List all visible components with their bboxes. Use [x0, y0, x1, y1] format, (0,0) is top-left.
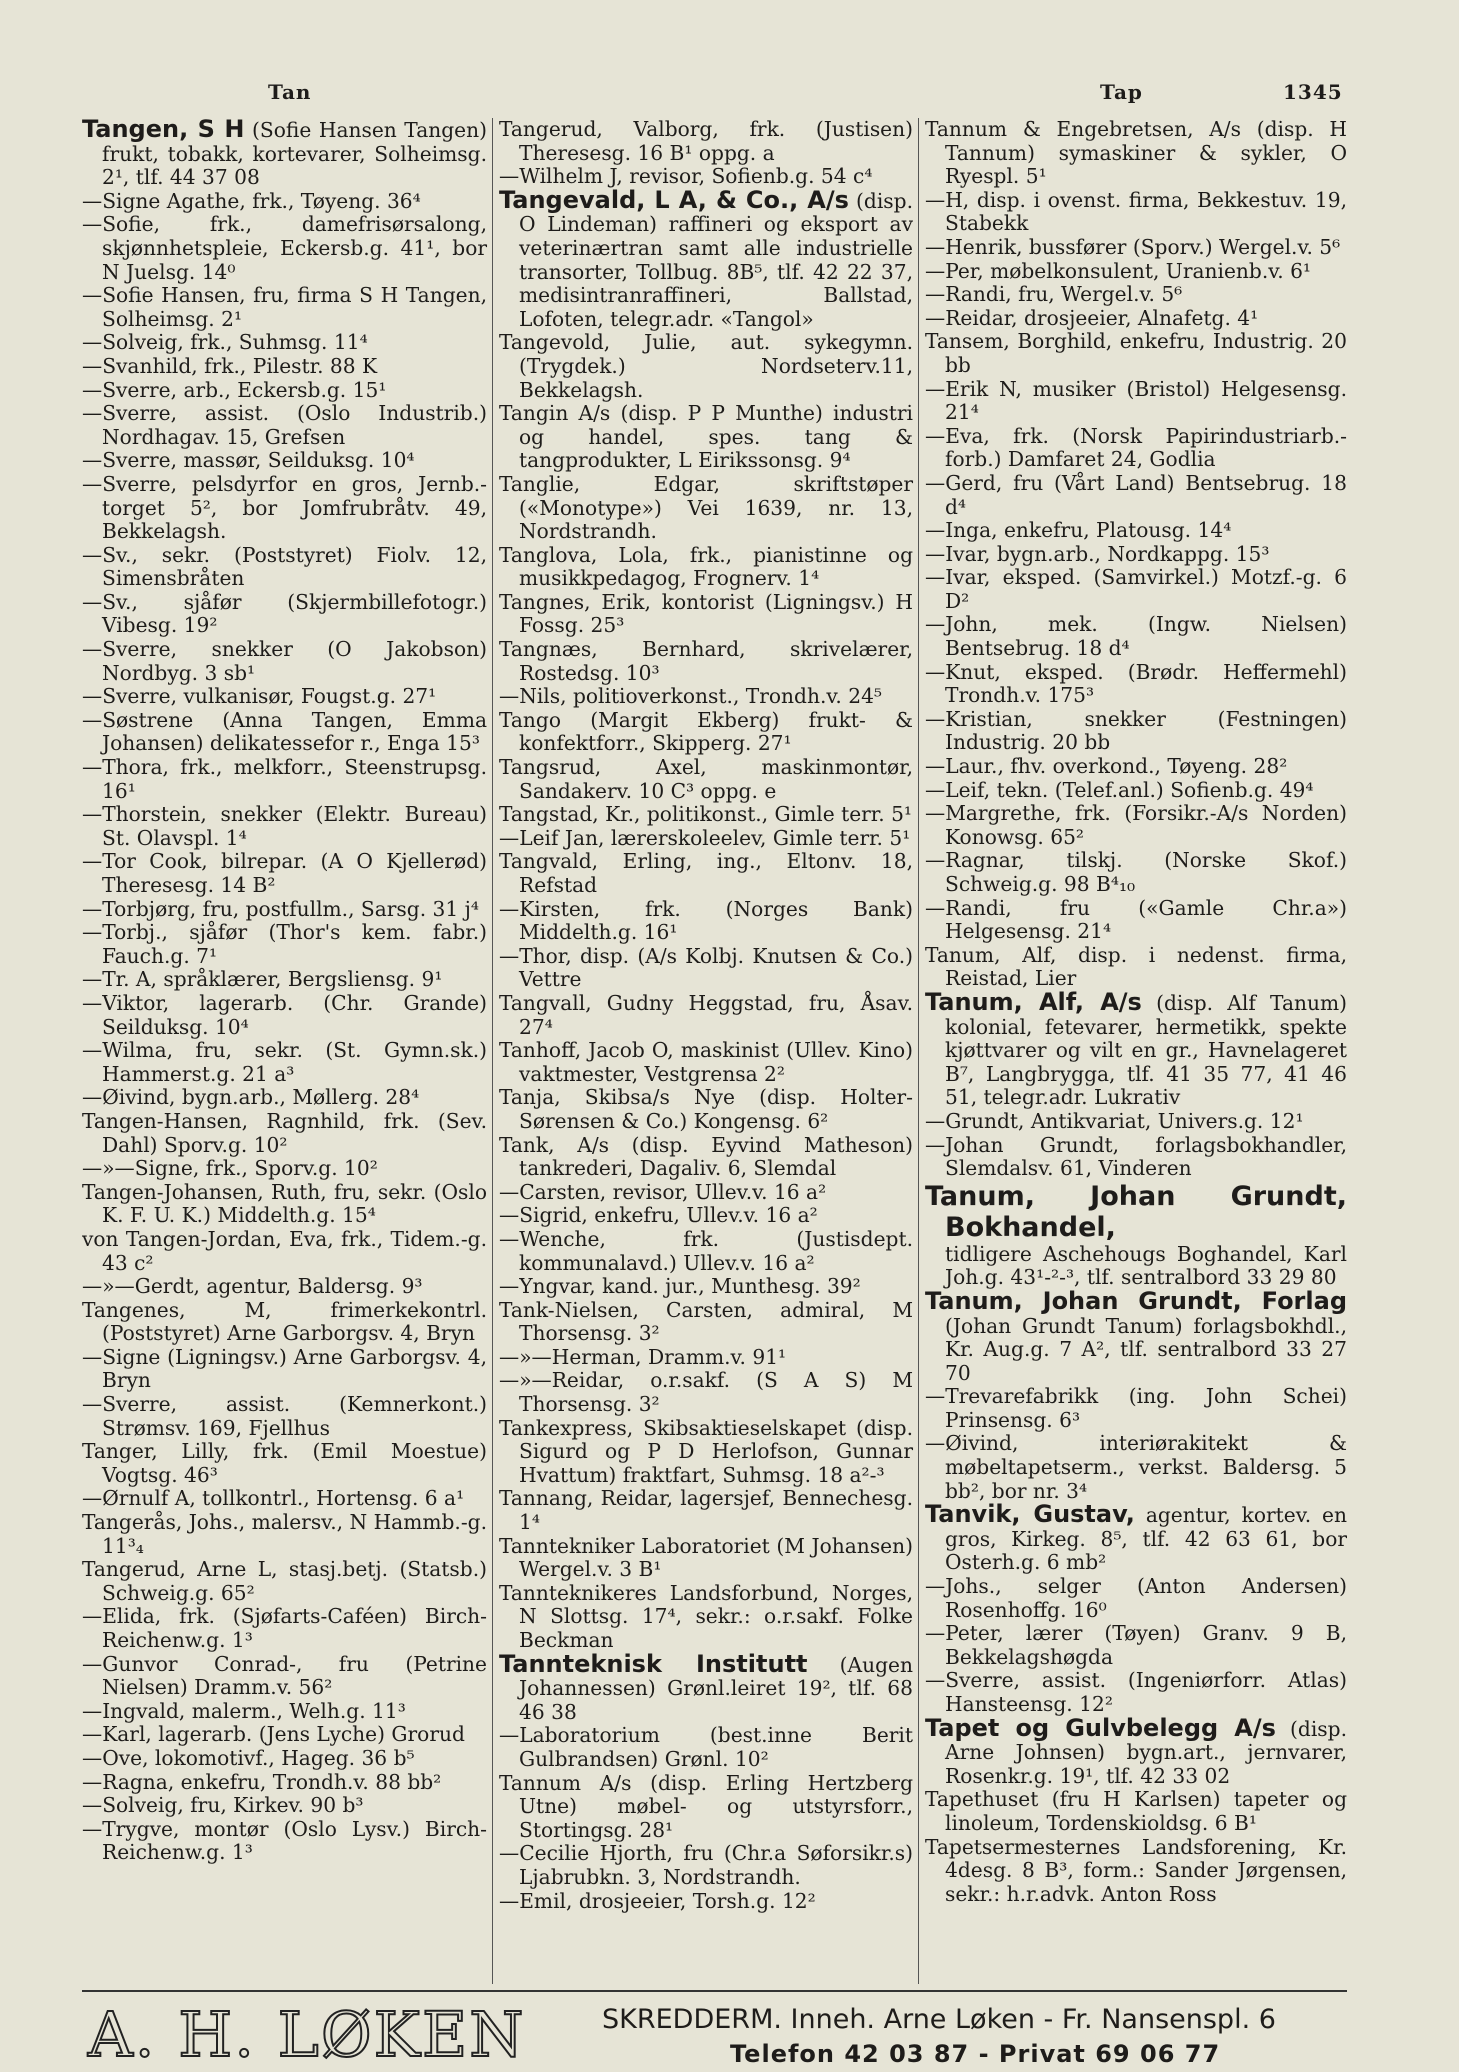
entry-text: —»—Signe, frk., Sporv.g. 10²: [82, 1156, 378, 1181]
directory-entry: [925, 1500, 1347, 1575]
directory-entry: [82, 1275, 487, 1299]
entry-text: —Grundt, Antikvariat, Univers.g. 12¹: [925, 1108, 1304, 1133]
entry-text: —Elida, frk. (Sjøfarts-Caféen) Birch-Reichenw.g. 1³: [82, 1604, 487, 1652]
directory-entry: [499, 1134, 913, 1181]
directory-entry: [925, 1669, 1347, 1716]
entry-text: Tapetsermesternes Landsforening, Kr. 4desg. 8 B³, form.: Sander Jørgensen, sekr.: h.r.advk. Anton Ross: [925, 1834, 1347, 1906]
entry-text: —Inga, enkefru, Platousg. 14⁴: [925, 518, 1232, 543]
entry-text: —Kristian, snekker (Festningen) Industrig. 20 bb: [925, 706, 1347, 755]
entry-text: —Reidar, drosjeeier, Alnafetg. 4¹: [925, 305, 1259, 330]
directory-entry: [499, 544, 913, 591]
entry-text: —Sverre, vulkanisør, Fougst.g. 27¹: [82, 684, 437, 709]
entry-text: Tannang, Reidar, lagersjef, Bennechesg. 1⁴: [499, 1486, 913, 1535]
directory-entry: [499, 1039, 913, 1086]
directory-entry: [925, 118, 1347, 189]
directory-entry: [925, 519, 1347, 543]
entry-text: —Sverre, arb., Eckersb.g. 15¹: [82, 377, 387, 402]
directory-entry: [925, 661, 1347, 708]
entry-text: —Trevarefabrikk (ing. John Schei) Prinsensg. 6³: [925, 1384, 1347, 1432]
entry-text: —Wilma, fru, sekr. (St. Gymn.sk.) Hammerst.g. 21 a³: [82, 1038, 487, 1086]
directory-entry: [925, 543, 1347, 567]
directory-entry: [925, 987, 1347, 1110]
entry-text: —Solveig, frk., Suhmsg. 11⁴: [82, 330, 368, 355]
entry-text: —Knut, eksped. (Brødr. Heffermehl) Trondh.v. 175³: [925, 659, 1347, 708]
entry-text: —Johan Grundt, forlagsbokhandler, Slemdalsv. 61, Vinderen: [925, 1132, 1347, 1181]
entry-text: Tanhoff, Jacob O, maskinist (Ullev. Kino) vaktmester, Vestgrensa 2²: [499, 1038, 913, 1086]
directory-entry: [82, 473, 487, 544]
entry-text: —Sverre, pelsdyrfor en gros, Jernb.-torget 5², bor Jomfrubråtv. 49, Bekkelagsh.: [82, 471, 487, 544]
entry-text: —Nils, politioverkonst., Trondh.v. 24⁵: [499, 684, 883, 709]
entry-text: Tanglie, Edgar, skriftstøper («Monotype») Vei 1639, nr. 13, Nordstrandh.: [499, 471, 913, 544]
directory-entry: [499, 1228, 913, 1275]
directory-entry: [82, 898, 487, 922]
directory-entry: [82, 1818, 487, 1865]
directory-entry: [925, 236, 1347, 260]
entry-text: —Torbj., sjåfør (Thor's kem. fabr.) Fauch.g. 7¹: [82, 920, 487, 968]
entry-text: —Ørnulf A, tollkontrl., Hortensg. 6 a¹: [82, 1486, 465, 1511]
directory-entry: [499, 1842, 913, 1889]
entry-text: —Cecilie Hjorth, fru (Chr.a Søforsikr.s) Ljabrubkn. 3, Nordstrandh.: [499, 1841, 913, 1889]
directory-entry: [925, 1713, 1347, 1789]
entry-text: Tank, A/s (disp. Eyvind Matheson) tankrederi, Dagaliv. 6, Slemdal: [499, 1132, 913, 1181]
directory-entry: [82, 284, 487, 331]
directory-entry: [499, 1890, 913, 1914]
directory-entry: [499, 118, 913, 165]
directory-entry: [499, 898, 913, 945]
directory-entry: [499, 1417, 913, 1488]
directory-entry: [499, 1086, 913, 1133]
directory-entry: [925, 1575, 1347, 1622]
directory-entry: [82, 685, 487, 709]
entry-text: —Sverre, assist. (Oslo Industrib.) Nordhagav. 15, Grefsen: [82, 401, 487, 449]
entry-text: —Sverre, massør, Seilduksg. 10⁴: [82, 448, 415, 473]
entry-text: —Gerd, fru (Vårt Land) Bentsebrug. 18 d⁴: [925, 470, 1347, 519]
directory-entry: [82, 1393, 487, 1440]
directory-entry: [499, 992, 913, 1039]
entry-text: Tangen-Hansen, Ragnhild, frk. (Sev. Dahl) Sporv.g. 10²: [82, 1108, 487, 1157]
directory-entry: [82, 1299, 487, 1346]
directory-entry: [499, 591, 913, 638]
directory-entry: [82, 1228, 487, 1275]
entry-text: Tangnæs, Bernhard, skrivelærer, Rostedsg. 10³: [499, 637, 913, 685]
entry-text: —Randi, fru («Gamle Chr.a») Helgesensg. 21⁴: [925, 895, 1347, 944]
entry-heading: Tanvik, Gustav,: [925, 1500, 1135, 1529]
entry-text: —John, mek. (Ingw. Nielsen) Bentsebrug. 18 d⁴: [925, 612, 1347, 661]
directory-entry: [82, 638, 487, 685]
entry-text: —Trygve, montør (Oslo Lysv.) Birch-Reichenw.g. 1³: [82, 1816, 487, 1865]
directory-entry: [82, 1794, 487, 1818]
directory-entry: [499, 850, 913, 897]
directory-entry: [499, 709, 913, 756]
entry-text: —Ragna, enkefru, Trondh.v. 88 bb²: [82, 1769, 442, 1794]
entry-text: —Signe Agathe, frk., Tøyeng. 36⁴: [82, 188, 421, 213]
entry-text: (Johan Grundt Tanum) forlagsbokhdl., Kr. Aug.g. 7 A², tlf. sentralbord 33 27 70: [945, 1313, 1347, 1385]
directory-entry: [499, 1275, 913, 1299]
directory-entry: [925, 1432, 1347, 1503]
entry-text: —Søstrene (Anna Tangen, Emma Johansen) delikatessefor r., Enga 15³: [82, 707, 487, 756]
directory-entry: [499, 1649, 913, 1725]
directory-entry: [925, 378, 1347, 425]
directory-entry: [82, 921, 487, 968]
directory-entry: [925, 260, 1347, 284]
entry-text: Tangenes, M, frimerkekontrl. (Poststyret) Arne Garborgsv. 4, Bryn: [82, 1297, 487, 1346]
entry-text: —Henrik, bussfører (Sporv.) Wergel.v. 5⁶: [925, 234, 1341, 259]
entry-text: —Erik N, musiker (Bristol) Helgesensg. 21⁴: [925, 376, 1347, 425]
directory-entry: [499, 638, 913, 685]
entry-text: —»—Herman, Dramm.v. 91¹: [499, 1344, 787, 1369]
directory-entry: [82, 1039, 487, 1086]
page-number: 1345: [1283, 80, 1343, 104]
directory-entry: [925, 897, 1347, 944]
entry-text: —Sv., sekr. (Poststyret) Fiolv. 12, Simensbråten: [82, 542, 487, 591]
directory-entry: [499, 473, 913, 544]
directory-entry: [82, 1110, 487, 1157]
directory-entry: [925, 1181, 1347, 1290]
directory-entry: [925, 1385, 1347, 1432]
directory-entry: [925, 1788, 1347, 1835]
entry-text: (Augen Johannessen) Grønl.leiret 19², tlf. 68 46 38: [519, 1652, 913, 1724]
directory-entry: [499, 756, 913, 803]
directory-entry: [82, 379, 487, 403]
entry-text: Tapethuset (fru H Karlsen) tapeter og linoleum, Tordenskioldsg. 6 B¹: [925, 1787, 1347, 1835]
entry-text: —Ragnar, tilskj. (Norske Skof.) Schweig.g. 98 B⁴₁₀: [925, 848, 1347, 896]
entry-text: Tango (Margit Ekberg) frukt- & konfektforr., Skipperg. 27¹: [499, 707, 913, 756]
entry-text: —»—Gerdt, agentur, Baldersg. 9³: [82, 1274, 423, 1299]
directory-entry: [499, 1582, 913, 1653]
directory-entry: [925, 1286, 1347, 1385]
directory-entry: [82, 968, 487, 992]
entry-text: —Ingvald, malerm., Welh.g. 11³: [82, 1698, 406, 1723]
entry-text: —Thorstein, snekker (Elektr. Bureau) St. Olavspl. 1⁴: [82, 802, 487, 850]
entry-text: —Sigrid, enkefru, Ullev.v. 16 a²: [499, 1203, 818, 1228]
directory-entry: [82, 190, 487, 214]
directory-entry: [82, 331, 487, 355]
entry-text: Tanglova, Lola, frk., pianistinne og musikkpedagog, Frognerv. 1⁴: [499, 542, 913, 591]
entry-heading: Tanum, Johan Grundt, Forlag: [925, 1286, 1347, 1315]
entry-text: agentur, kortev. en gros, Kirkeg. 8⁵, tlf. 42 63 61, bor Osterh.g. 6 mb²: [945, 1503, 1347, 1575]
entry-text: —Ove, lokomotivf., Hageg. 36 b⁵: [82, 1745, 415, 1770]
directory-entry: [82, 1558, 487, 1605]
entry-text: (disp. Arne Johnsen) bygn.art., jernvarer, Rosenkr.g. 19¹, tlf. 42 33 02: [945, 1716, 1347, 1788]
entry-text: —Svanhild, frk., Pilestr. 88 K: [82, 353, 378, 378]
directory-entry: [82, 118, 487, 190]
entry-text: Tangevold, Julie, aut. sykegymn. (Trygdek.) Nordseterv.11, Bekkelagsh.: [499, 330, 913, 402]
entry-text: Tangerud, Valborg, frk. (Justisen) Theresesg. 16 B¹ oppg. a: [499, 118, 913, 165]
entry-text: —Gunvor Conrad-, fru (Petrine Nielsen) Dramm.v. 56²: [82, 1651, 487, 1700]
entry-text: Tanger, Lilly, frk. (Emil Moestue) Vogtsg. 46³: [82, 1439, 487, 1487]
entry-text: Tangsrud, Axel, maskinmontør, Sandakerv. 10 C³ oppg. e: [499, 755, 913, 803]
directory-entry: [82, 1346, 487, 1393]
entry-heading: Tanum, Johan Grundt, Bokhandel,: [925, 1180, 1347, 1243]
directory-entry: [925, 944, 1347, 991]
entry-text: —»—Reidar, o.r.sakf. (S A S) M Thorsensg. 3²: [499, 1368, 913, 1417]
entry-text: von Tangen-Jordan, Eva, frk., Tidem.-g. 43 c²: [82, 1226, 487, 1275]
entry-text: Tanntekniker Laboratoriet (M Johansen) Wergel.v. 3 B¹: [499, 1533, 913, 1582]
entry-text: —Ivar, eksped. (Samvirkel.) Motzf.-g. 6 D²: [925, 565, 1347, 613]
directory-entry: [925, 330, 1347, 377]
directory-entry: [499, 685, 913, 709]
column-3: [918, 118, 1347, 1984]
directory-entry: [925, 566, 1347, 613]
directory-entry: [499, 1204, 913, 1228]
directory-entry: [82, 992, 487, 1039]
entry-text: —Leif, tekn. (Telef.anl.) Sofienb.g. 49⁴: [925, 777, 1314, 802]
directory-entry: [82, 544, 487, 591]
entry-text: —Emil, drosjeeier, Torsh.g. 12²: [499, 1888, 816, 1913]
directory-entry: [499, 1181, 913, 1205]
entry-text: Tansem, Borghild, enkefru, Industrig. 20 bb: [925, 329, 1347, 377]
entry-text: Tankexpress, Skibsaktieselskapet (disp. Sigurd og P D Herlofson, Gunnar Hvattum) fraktfart, Suhmsg. 18 a²-³: [499, 1415, 913, 1487]
entry-text: —Leif Jan, lærerskoleelev, Gimle terr. 5¹: [499, 825, 911, 850]
directory-entry: [82, 803, 487, 850]
entry-text: —Wenche, frk. (Justisdept. kommunalavd.) Ullev.v. 16 a²: [499, 1226, 913, 1275]
directory-entry: [499, 803, 913, 827]
entry-text: Tangerud, Arne L, stasj.betj. (Statsb.) Schweig.g. 65²: [82, 1557, 487, 1605]
directory-entry: [499, 1487, 913, 1534]
directory-entry: [82, 213, 487, 284]
directory-entry: [82, 1181, 487, 1228]
entry-text: —Johs., selger (Anton Andersen) Rosenhoffg. 16⁰: [925, 1574, 1347, 1622]
directory-entry: [925, 425, 1347, 472]
directory-entry: [925, 1134, 1347, 1181]
directory-entry: [925, 755, 1347, 779]
entry-text: —Sv., sjåfør (Skjermbillefotogr.) Vibesg. 19²: [82, 589, 487, 638]
entry-text: —Solveig, fru, Kirkev. 90 b³: [82, 1793, 364, 1818]
directory-entry: [925, 1110, 1347, 1134]
directory-entry: [82, 850, 487, 897]
directory-entry: [82, 1700, 487, 1724]
directory-entry: [499, 1299, 913, 1346]
entry-heading: Tapet og Gulvbelegg A/s: [925, 1713, 1276, 1742]
directory-entry: [925, 472, 1347, 519]
entry-text: —Margrethe, frk. (Forsikr.-A/s Norden) Konowsg. 65²: [925, 801, 1347, 849]
directory-entry: [82, 709, 487, 756]
column-1: [82, 118, 492, 1984]
entry-text: —Sverre, snekker (O Jakobson) Nordbyg. 3 sb¹: [82, 637, 487, 685]
entry-text: —Yngvar, kand. jur., Munthesg. 39²: [499, 1274, 861, 1299]
entry-text: Tanum, Alf, disp. i nedenst. firma, Reistad, Lier: [925, 942, 1347, 991]
directory-entry: [499, 1369, 913, 1416]
directory-entry: [82, 1605, 487, 1652]
entry-text: —Thora, frk., melkforr., Steenstrupsg. 16¹: [82, 755, 487, 803]
entry-text: Tannum A/s (disp. Erling Hertzberg Utne) møbel- og utstyrsforr., Stortingsg. 28¹: [499, 1770, 913, 1842]
entry-text: —Sverre, assist. (Ingeniørforr. Atlas) Hansteensg. 12²: [925, 1668, 1347, 1716]
entry-text: —Øivind, interiørakitekt & møbeltapetserm., verkst. Baldersg. 5 bb², bor nr. 3⁴: [925, 1431, 1347, 1503]
entry-text: Tannteknikeres Landsforbund, Norges, N Slottsg. 17⁴, sekr.: o.r.sakf. Folke Beckman: [499, 1580, 913, 1652]
directory-entry: [925, 613, 1347, 660]
entry-text: —Randi, fru, Wergel.v. 5⁶: [925, 282, 1183, 307]
directory-entry: [82, 1157, 487, 1181]
entry-text: tidligere Aschehougs Boghandel, Karl Joh.g. 43¹-²-³, tlf. sentralbord 33 29 80: [945, 1241, 1347, 1290]
entry-text: (disp. Alf Tanum) kolonial, fetevarer, hermetikk, spekte kjøttvarer og vilt en gr., Havnelageret B⁷, Langbrygga, tlf. 41 35 77, 41 46 51, telegr.adr. Lukrativ: [945, 990, 1347, 1110]
directory-entry: [925, 708, 1347, 755]
directory-entry: [925, 189, 1347, 236]
directory-entry: [499, 1346, 913, 1370]
directory-entry: [499, 945, 913, 992]
entry-text: Tanja, Skibsa/s Nye (disp. Holter-Sørensen & Co.) Kongensg. 6²: [499, 1085, 913, 1133]
ad-logo: A. H. LØKEN: [88, 1998, 526, 2071]
entry-text: —Ivar, bygn.arb., Nordkappg. 15³: [925, 541, 1270, 566]
ad-line-2: Telefon 42 03 87 - Privat 69 06 77: [730, 2040, 1221, 2068]
entry-text: —Karl, lagerarb. (Jens Lyche) Grorud: [82, 1722, 465, 1747]
directory-columns: [82, 118, 1347, 1984]
directory-entry: [499, 331, 913, 402]
directory-entry: [82, 402, 487, 449]
entry-heading: Tangen, S H: [82, 118, 245, 143]
entry-text: (disp. O Lindeman) raffineri og eksport av veterinærtran samt alle industrielle transorter, Tollbug. 8B⁵, tlf. 42 22 37, medisintranraffineri, Ballstad, Lofoten, telegr.adr. «Tangol»: [519, 188, 913, 331]
ad-line-1: SKREDDERM. Inneh. Arne Løken - Fr. Nansenspl. 6: [602, 2004, 1276, 2035]
directory-entry: [82, 1771, 487, 1795]
entry-text: —H, disp. i ovenst. firma, Bekkestuv. 19, Stabekk: [925, 187, 1347, 236]
entry-text: —Tr. A, språklærer, Bergsliensg. 9¹: [82, 967, 443, 992]
entry-text: —Kirsten, frk. (Norges Bank) Middelth.g. 16¹: [499, 896, 913, 945]
entry-text: (Sofie Hansen Tangen) frukt, tobakk, kortevarer, Solheimsg. 2¹, tlf. 44 37 08: [102, 118, 487, 190]
directory-entry: [499, 1772, 913, 1843]
entry-text: —Viktor, lagerarb. (Chr. Grande) Seilduksg. 10⁴: [82, 990, 487, 1039]
entry-heading: Tannteknisk Institutt: [499, 1649, 808, 1678]
directory-entry: [82, 591, 487, 638]
header-left: Tan: [268, 80, 312, 104]
entry-text: —Carsten, revisor, Ullev.v. 16 a²: [499, 1179, 827, 1204]
directory-entry: [82, 1747, 487, 1771]
advertisement: [82, 1990, 1347, 2072]
entry-heading: Tanum, Alf, A/s: [925, 987, 1142, 1016]
entry-text: —Per, møbelkonsulent, Uranienb.v. 6¹: [925, 258, 1312, 283]
directory-entry: [925, 1622, 1347, 1669]
directory-entry: [925, 779, 1347, 803]
directory-entry: [925, 307, 1347, 331]
directory-entry: [82, 756, 487, 803]
directory-entry: [499, 185, 913, 332]
entry-text: Tangnes, Erik, kontorist (Ligningsv.) H Fossg. 25³: [499, 589, 913, 638]
entry-text: —Signe (Ligningsv.) Arne Garborgsv. 4, Bryn: [82, 1344, 487, 1393]
directory-entry: [82, 1086, 487, 1110]
entry-text: —Wilhelm J, revisor, Sofienb.g. 54 c⁴: [499, 164, 873, 189]
entry-text: —Eva, frk. (Norsk Papirindustriarb.-forb.) Damfaret 24, Godlia: [925, 423, 1347, 472]
entry-text: —Tor Cook, bilrepar. (A O Kjellerød) Theresesg. 14 B²: [82, 849, 487, 897]
entry-text: Tannum & Engebretsen, A/s (disp. H Tannum) symaskiner & sykler, O Ryespl. 5¹: [925, 118, 1347, 189]
entry-text: Tank-Nielsen, Carsten, admiral, M Thorsensg. 3²: [499, 1297, 913, 1346]
entry-text: —Øivind, bygn.arb., Møllerg. 28⁴: [82, 1085, 420, 1110]
directory-entry: [499, 827, 913, 851]
directory-entry: [925, 1836, 1347, 1907]
directory-entry: [925, 283, 1347, 307]
directory-entry: [82, 1440, 487, 1487]
directory-entry: [499, 1724, 913, 1771]
entry-text: —Torbjørg, fru, postfullm., Sarsg. 31 j⁴: [82, 896, 480, 921]
header-center: Tap: [1100, 80, 1143, 104]
directory-entry: [925, 849, 1347, 896]
entry-text: Tangin A/s (disp. P P Munthe) industri og handel, spes. tang & tangprodukter, L Eirikssonsg. 9⁴: [499, 401, 913, 473]
entry-text: —Laboratorium (best.inne Berit Gulbrandsen) Grønl. 10²: [499, 1723, 913, 1771]
entry-text: —Sofie Hansen, fru, firma S H Tangen, Solheimsg. 2¹: [82, 283, 487, 331]
directory-entry: [925, 802, 1347, 849]
entry-text: Tangvall, Gudny Heggstad, fru, Åsav. 27⁴: [499, 990, 913, 1039]
entry-heading: Tangevald, L A, & Co., A/s: [499, 185, 849, 214]
entry-text: Tangen-Johansen, Ruth, fru, sekr. (Oslo K. F. U. K.) Middelth.g. 15⁴: [82, 1179, 487, 1228]
entry-text: —Peter, lærer (Tøyen) Granv. 9 B, Bekkelagshøgda: [925, 1621, 1347, 1669]
directory-entry: [82, 355, 487, 379]
directory-entry: [82, 1511, 487, 1558]
entry-text: —Laur., fhv. overkond., Tøyeng. 28²: [925, 754, 1288, 779]
entry-text: Tangstad, Kr., politikonst., Gimle terr. 5¹: [499, 802, 913, 827]
directory-entry: [82, 449, 487, 473]
entry-text: —Thor, disp. (A/s Kolbj. Knutsen & Co.) Vettre: [499, 943, 913, 992]
directory-entry: [499, 402, 913, 473]
entry-text: Tangvald, Erling, ing., Eltonv. 18, Refstad: [499, 849, 913, 897]
directory-entry: [82, 1723, 487, 1747]
column-2: [492, 118, 918, 1984]
directory-entry: [82, 1653, 487, 1700]
entry-text: —Sverre, assist. (Kemnerkont.) Strømsv. 169, Fjellhus: [82, 1392, 487, 1440]
directory-entry: [499, 1535, 913, 1582]
entry-text: Tangerås, Johs., malersv., N Hammb.-g. 11³₄: [82, 1510, 487, 1558]
entry-text: —Sofie, frk., damefrisørsalong, skjønnhetspleie, Eckersb.g. 41¹, bor N Juelsg. 14⁰: [82, 212, 487, 284]
directory-entry: [82, 1487, 487, 1511]
